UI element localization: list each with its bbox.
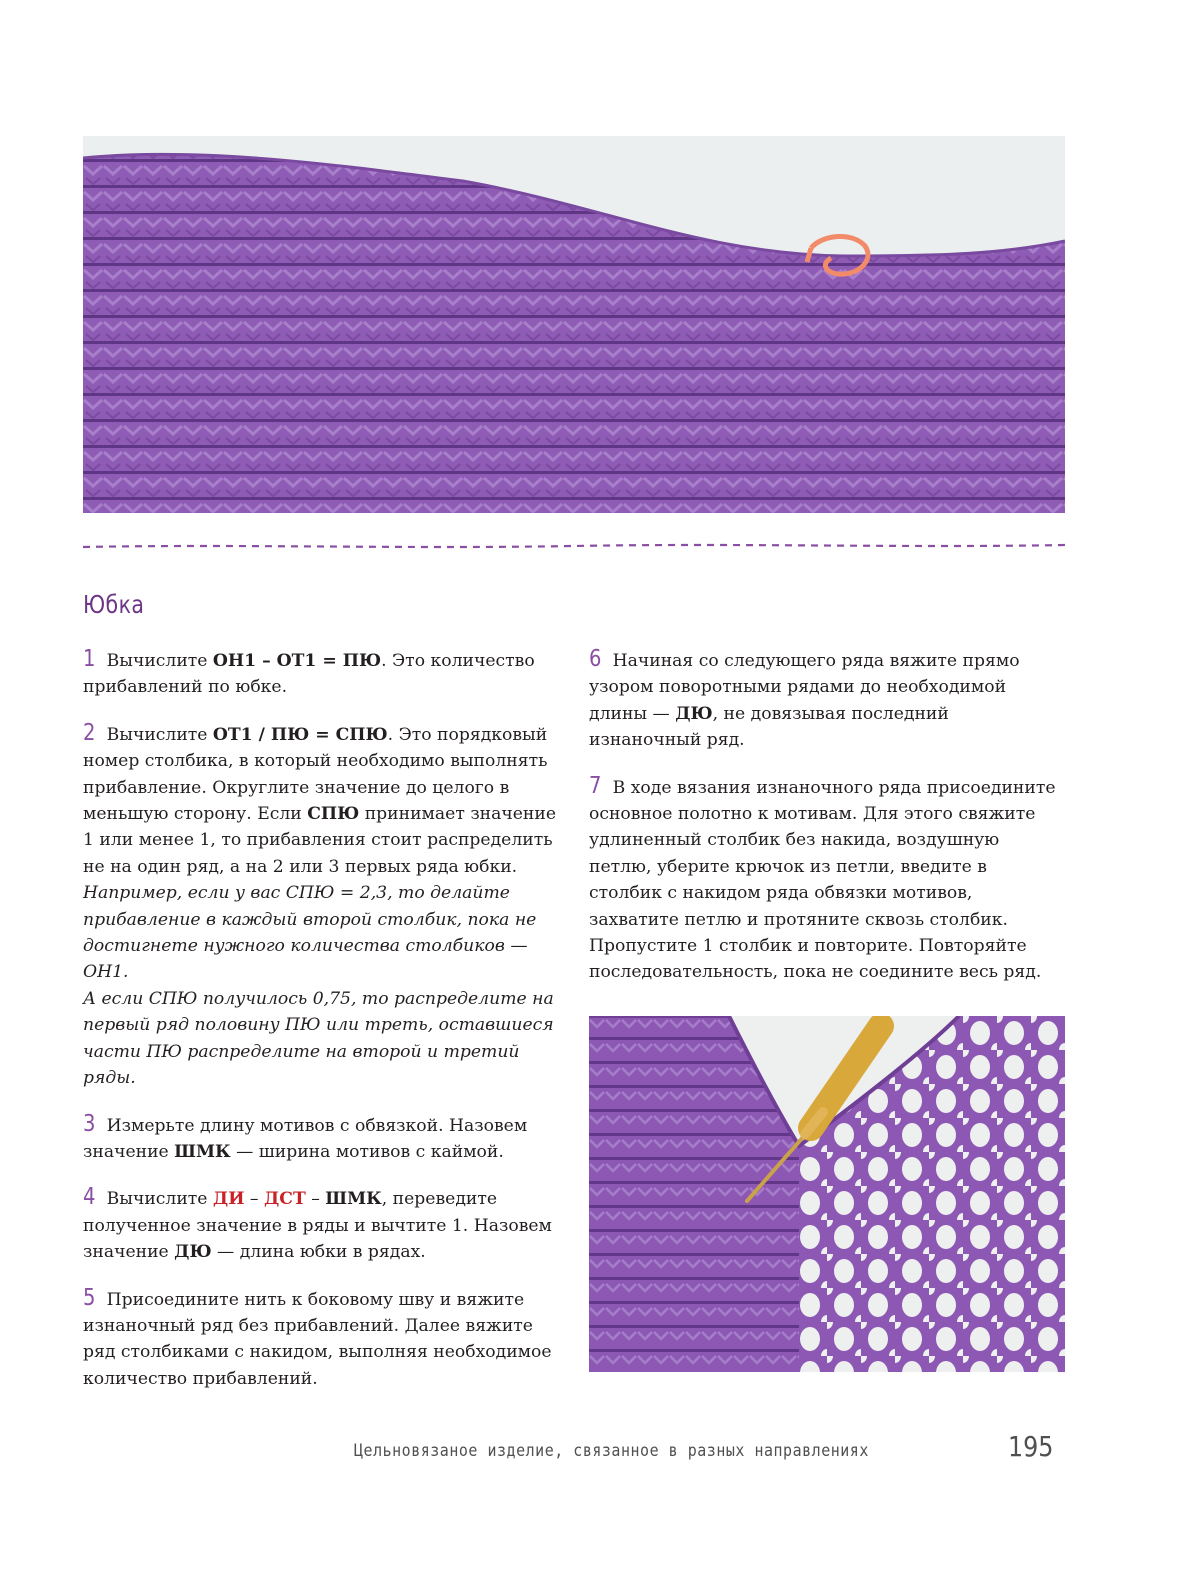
step-6: 6 Начиная со следующего ряда вяжите прямо узором поворотными рядами до необходимой длины — ДЮ, не довязывая последний изнаночный ряд.: [589, 646, 1020, 751]
instructions-right-column: [589, 646, 1065, 1005]
step-1: 1 Вычислите ОН1 – ОТ1 = ПЮ. Это количество прибавлений по юбке.: [83, 646, 535, 698]
crochet-joining-photo: [589, 1016, 1065, 1372]
step-7: 7 В ходе вязания изнаночного ряда присоедините основное полотно к мотивам. Для этого свяжите удлиненный столбик без накида, воздушную петлю, уберите крючок из петли, введите в столбик с накидом ряда обвязки мотивов, захватите петлю и протяните сквозь столбик. Пропустите 1 столбик и повторите. Повторяйте последовательность, пока не соедините весь ряд.: [589, 772, 1056, 983]
example-note: А если СПЮ получилось 0,75, то распределите на первый ряд половину ПЮ или треть, оставшиеся части ПЮ распределите на второй и третий ряды.: [83, 988, 554, 1089]
step-number: 5: [83, 1284, 96, 1311]
step-number: 6: [589, 646, 602, 672]
step-2: 2 Вычислите ОТ1 / ПЮ = СПЮ. Это порядковый номер столбика, в который необходимо выполнять прибавление. Округлите значение до целого в меньшую сторону. Если СПЮ принимает значение 1 или менее 1, то прибавления стоит распределить не на один ряд, а на 2 или 3 первых ряда юбки. Например, если у вас СПЮ = 2,3, то делайте прибавление в каждый второй столбик, пока не достигнете нужного количества столбиков — ОН1. А если СПЮ получилось 0,75, то распределите на первый ряд половину ПЮ или треть, оставшиеся части ПЮ распределите на второй и третий ряды.: [83, 720, 561, 1092]
running-title: Цельновязаное изделие, связанное в разных направлениях: [354, 1441, 869, 1461]
step-number: 3: [83, 1110, 96, 1137]
crochet-fabric-illustration: [83, 136, 1065, 513]
step-number: 4: [83, 1184, 96, 1211]
step-number: 1: [83, 646, 96, 672]
step-3: 3 Измерьте длину мотивов с обвязкой. Назовем значение ШМК — ширина мотивов с каймой.: [83, 1110, 528, 1162]
section-title: Юбка: [83, 590, 145, 619]
example-note: Например, если у вас СПЮ = 2,3, то делайте прибавление в каждый второй столбик, пока не достигнете нужного количества столбиков — ОН1.: [83, 883, 537, 983]
instructions-left-column: [83, 646, 561, 1411]
dashed-divider: [83, 538, 1065, 554]
page-number: 195: [1008, 1430, 1054, 1463]
step-number: 7: [589, 772, 602, 799]
crochet-joining-illustration: [589, 1016, 1065, 1372]
step-4: 4 Вычислите ДИ – ДСТ – ШМК, переведите полученное значение в ряды и вычтите 1. Назовем значение ДЮ — длина юбки в рядах.: [83, 1184, 552, 1263]
crochet-fabric-photo: [83, 136, 1065, 513]
step-number: 2: [83, 719, 96, 746]
step-5: 5 Присоедините нить к боковому шву и вяжите изнаночный ряд без прибавлений. Далее вяжите ряд столбиками с накидом, выполняя необходимое количество прибавлений.: [83, 1284, 552, 1389]
